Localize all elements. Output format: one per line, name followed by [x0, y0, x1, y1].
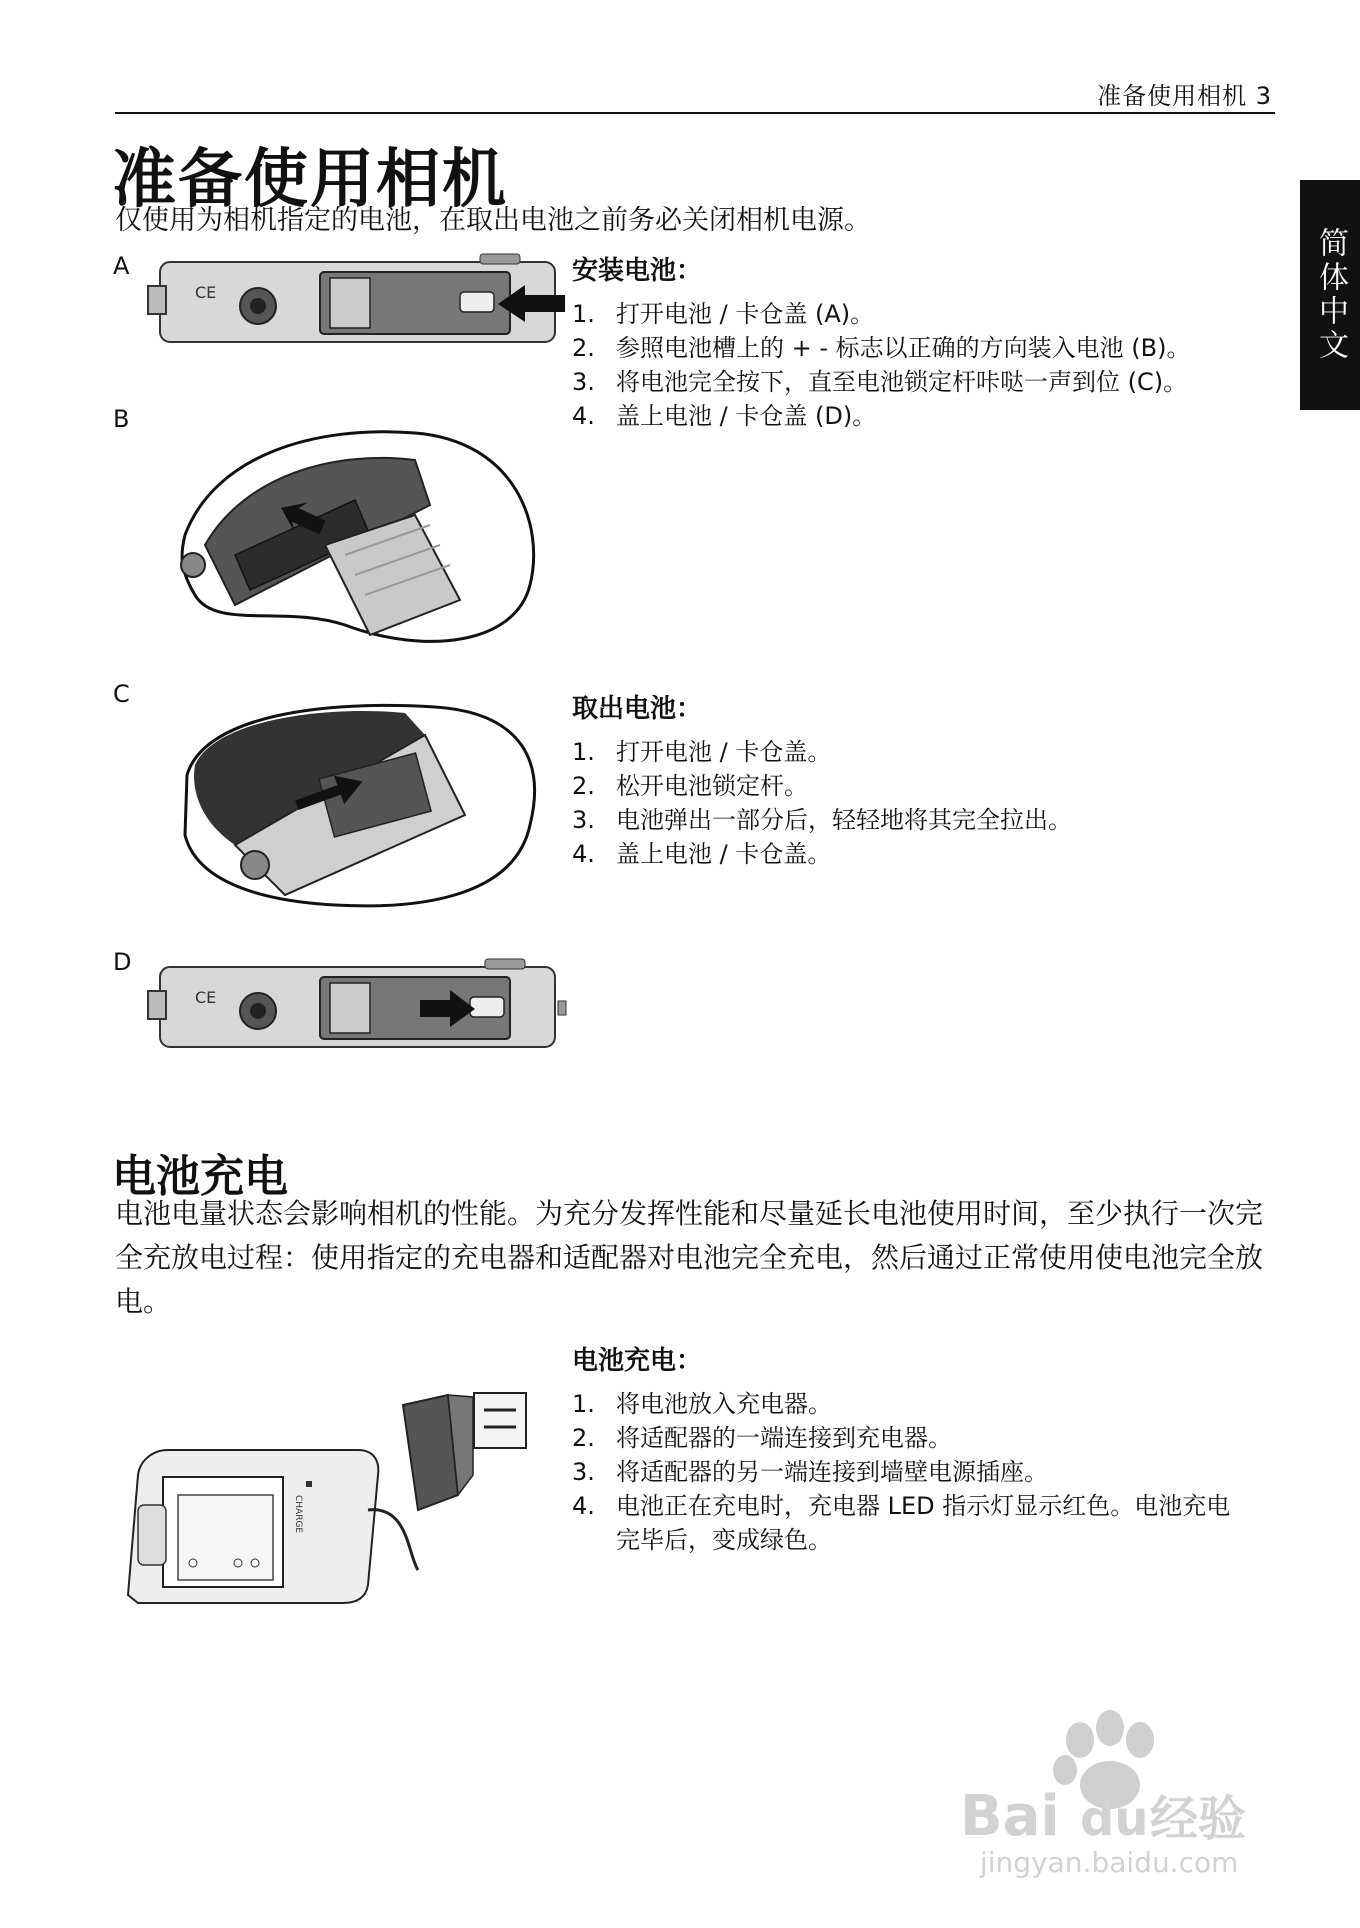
header-rule [115, 112, 1275, 114]
svg-text:du: du [1080, 1791, 1149, 1847]
charging-heading: 电池充电： [572, 1346, 703, 1376]
figure-a-camera-bottom-open [140, 250, 570, 360]
svg-text:CE: CE [195, 283, 217, 302]
svg-text:jingyan.baidu.com: jingyan.baidu.com [980, 1846, 1239, 1879]
figure-battery-charger [118, 1385, 538, 1605]
language-tab [1300, 180, 1360, 410]
list-item: 1. 打开电池 / 卡仓盖 (A)。 [572, 300, 875, 328]
charger-label: CHARGE [293, 1495, 303, 1534]
list-item: 3. 将适配器的另一端连接到墙壁电源插座。 [572, 1458, 1048, 1486]
figure-label-c: C [113, 680, 130, 708]
remove-battery-steps [572, 688, 1072, 871]
charging-steps [572, 1340, 1252, 1557]
page-title: 准备使用相机 [112, 143, 508, 217]
list-item: 3. 将电池完全按下，直至电池锁定杆咔哒一声到位 (C)。 [572, 368, 1188, 396]
charging-intro-text: 电池电量状态会影响相机的性能。为充分发挥性能和尽量延长电池使用时间，至少执行一次完全充放电过程：使用指定的充电器和适配器对电池完全充电，然后通过正常使用使电池完全放电。 [115, 1197, 1264, 1318]
list-item: 3. 电池弹出一部分后，轻轻地将其完全拉出。 [572, 806, 1072, 834]
list-item: 2. 参照电池槽上的 + - 标志以正确的方向装入电池 (B)。 [572, 334, 1191, 362]
list-item: 4. 盖上电池 / 卡仓盖。 [572, 840, 832, 868]
figure-b-insert-battery [175, 415, 545, 660]
list-item: 1. 将电池放入充电器。 [572, 1390, 832, 1418]
remove-battery-heading: 取出电池： [572, 694, 703, 724]
list-item: 2. 将适配器的一端连接到充电器。 [572, 1424, 952, 1452]
install-battery-steps [572, 250, 1190, 433]
svg-text:CE: CE [195, 988, 217, 1007]
figure-label-a: A [113, 252, 130, 280]
list-item: 1. 打开电池 / 卡仓盖。 [572, 738, 832, 766]
figure-c-battery-lever [175, 695, 545, 920]
install-battery-heading: 安装电池： [572, 256, 703, 286]
figure-label-d: D [113, 948, 132, 976]
running-header: 准备使用相机 3 [1097, 82, 1272, 110]
list-item: 2. 松开电池锁定杆。 [572, 772, 808, 800]
svg-text:Bai: Bai [960, 1784, 1060, 1849]
list-item: 4. 盖上电池 / 卡仓盖 (D)。 [572, 402, 877, 430]
figure-d-camera-bottom-closed [140, 955, 570, 1065]
language-tab-label: 简体中文 [1313, 227, 1348, 363]
list-item: 4. 电池正在充电时，充电器 LED 指示灯显示红色。电池充电完毕后，变成绿色。 [572, 1492, 1231, 1554]
figure-label-b: B [113, 405, 130, 433]
intro-text: 仅使用为相机指定的电池，在取出电池之前务必关闭相机电源。 [115, 205, 871, 236]
section-title-charging: 电池充电 [112, 1151, 288, 1202]
baidu-jingyan-watermark [950, 1700, 1280, 1890]
svg-text:经验: 经验 [1150, 1791, 1247, 1847]
